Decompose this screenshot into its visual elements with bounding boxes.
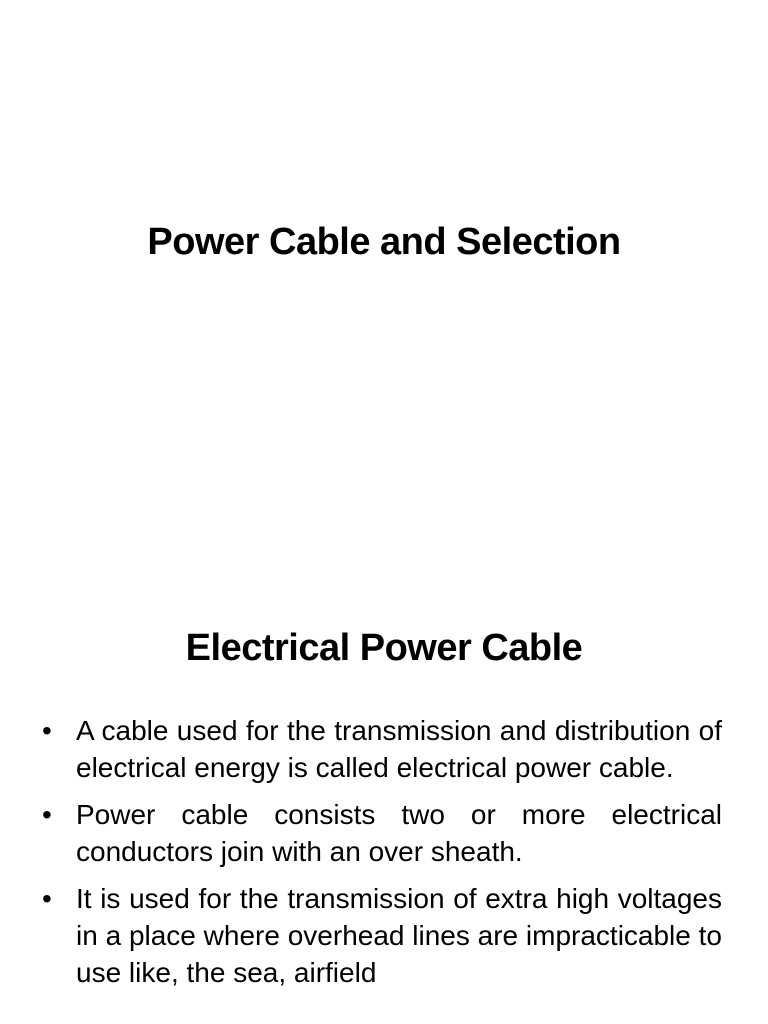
bullet-icon: • [42,883,52,914]
bullet-text: It is used for the transmission of extra high voltages in a place where overhead lines are impracticable to use like, the sea, airfield [76,883,722,988]
bullet-text: A cable used for the transmission and distribution of electrical energy is called electrical power cable. [76,715,722,783]
content-slide [0,576,768,1024]
bullet-item [40,796,722,870]
bullet-item [40,880,722,991]
bullet-icon: • [42,799,52,830]
bullet-list [40,712,722,1001]
bullet-text: Power cable consists two or more electrical conductors join with an over sheath. [76,799,722,867]
bullet-item [40,712,722,786]
slide-heading: Electrical Power Cable [185,627,583,669]
slide-title: Power Cable and Selection [147,221,621,263]
bullet-icon: • [42,715,52,746]
